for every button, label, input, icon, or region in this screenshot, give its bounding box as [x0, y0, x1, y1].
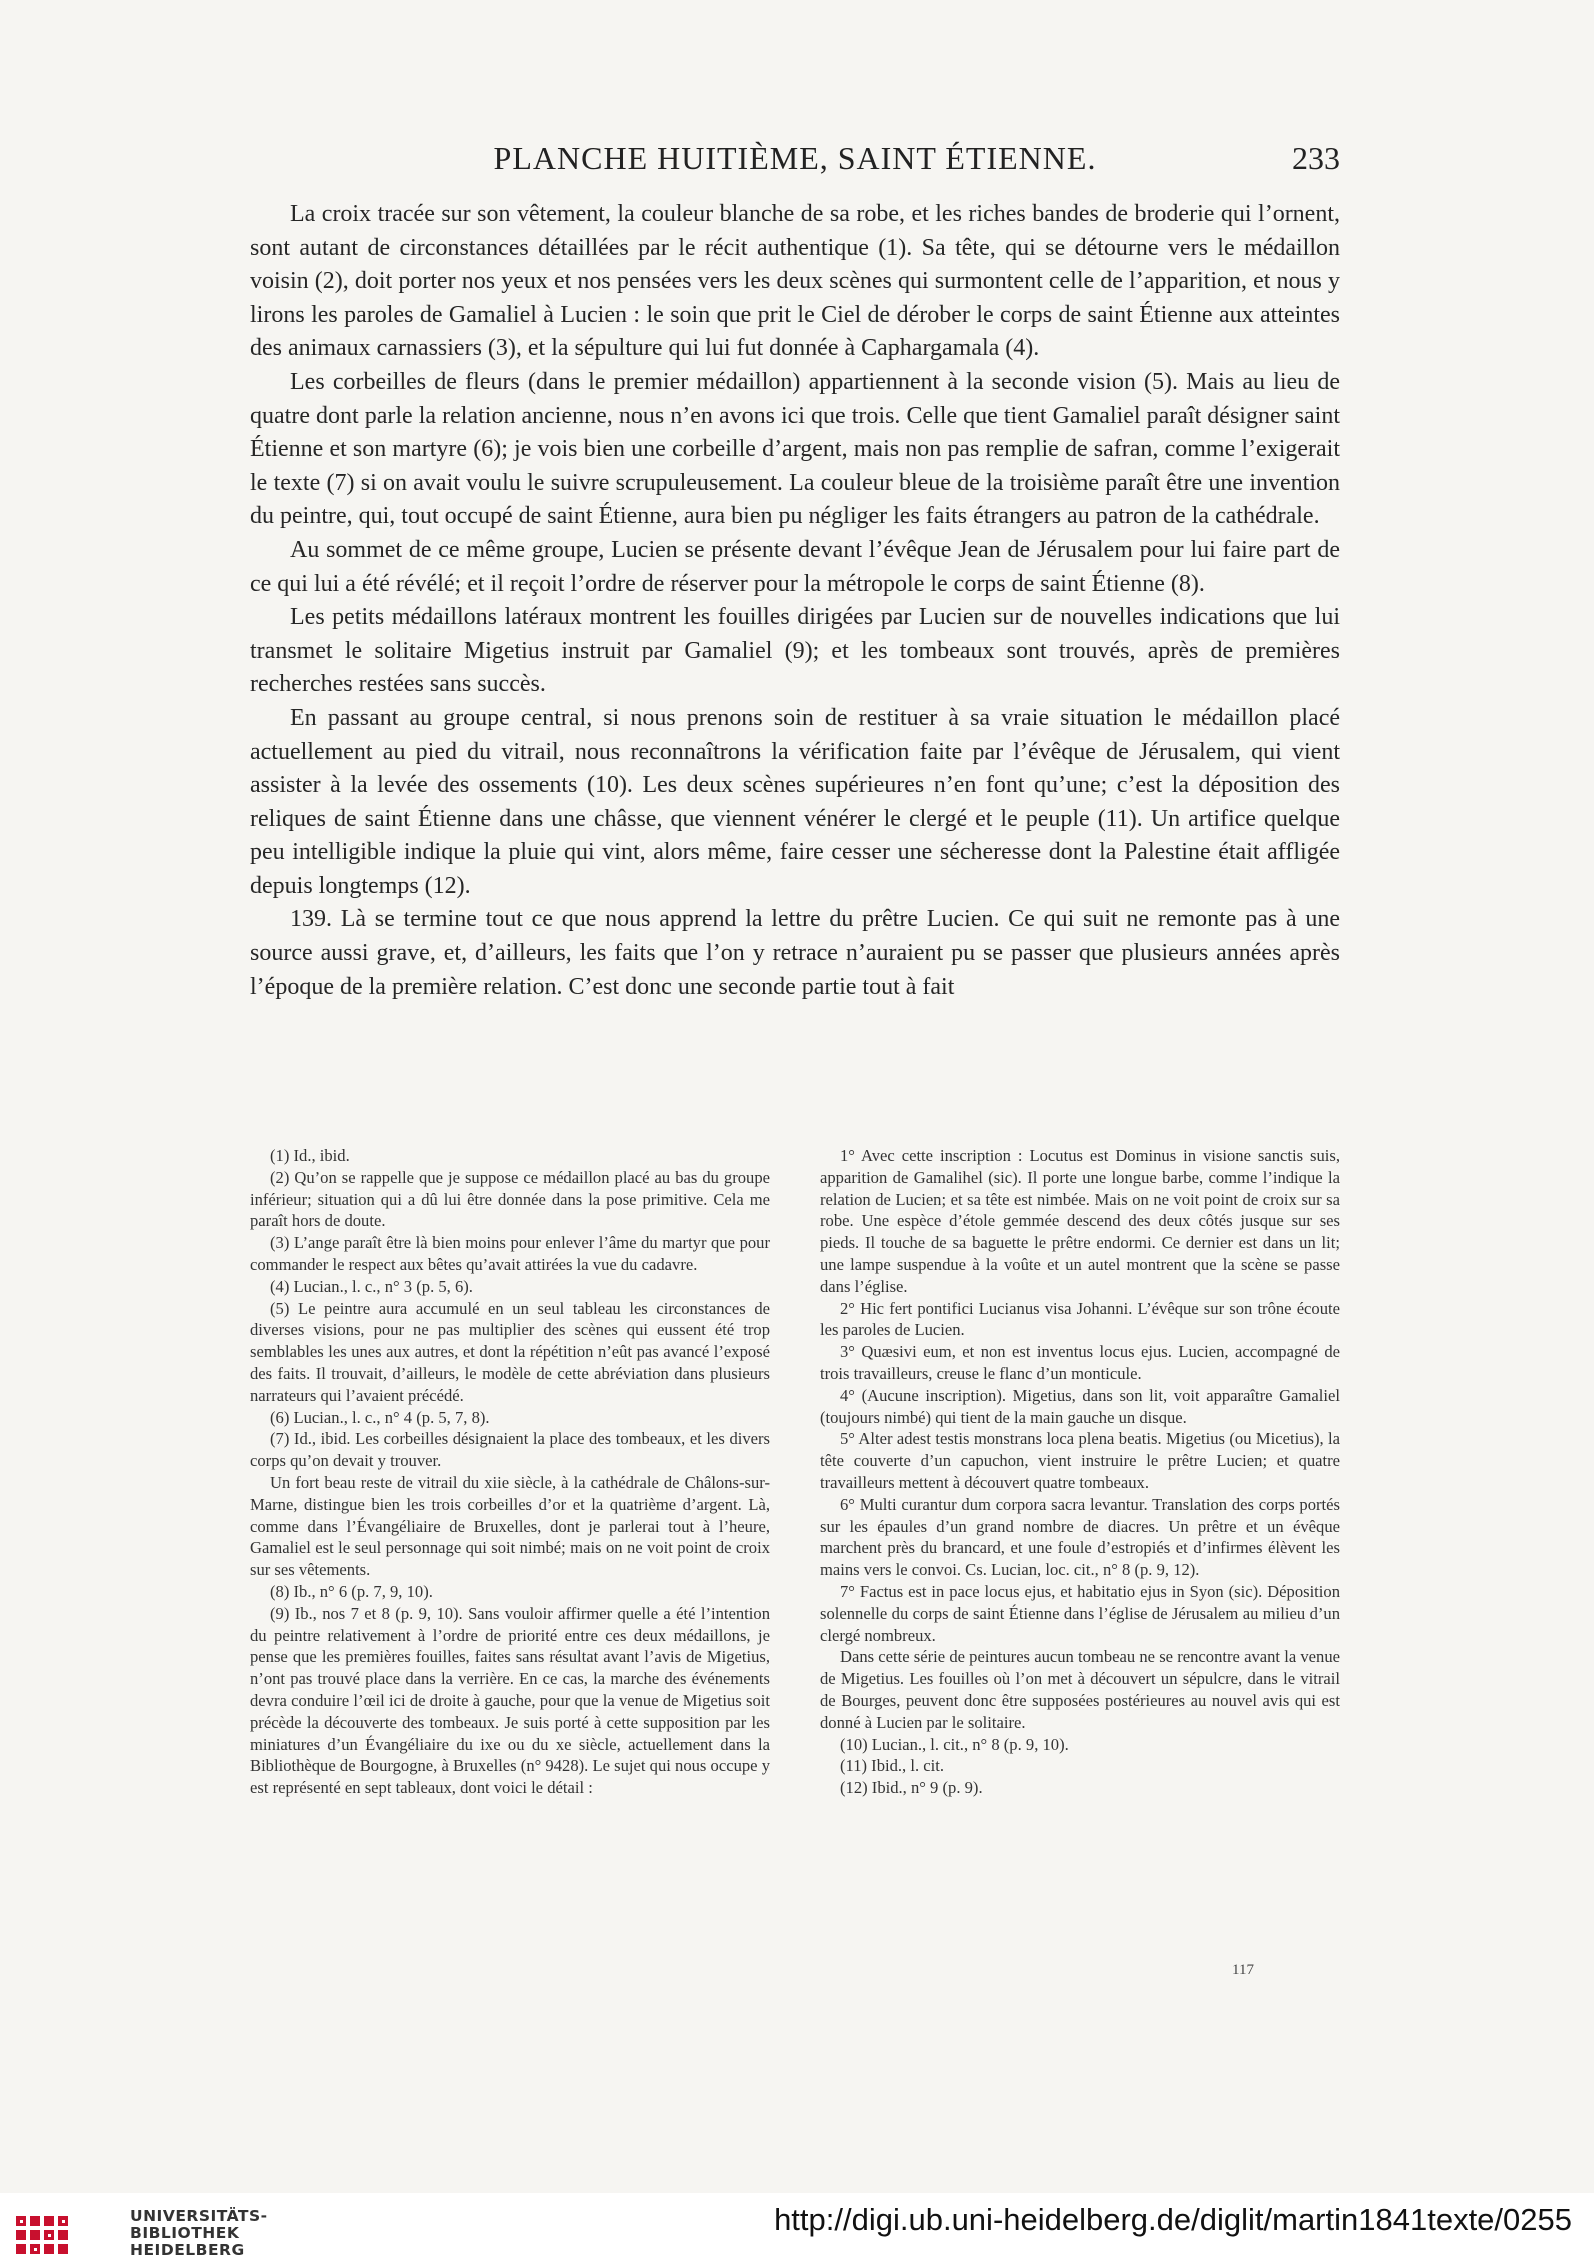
- paragraph: Les corbeilles de fleurs (dans le premier médaillon) appartiennent à la seconde vision (5). Mais au lieu de quatre dont parle la relation ancienne, nous n’en avons ici que trois. Celle que tient Gamaliel paraît désigner saint Étienne et son martyre (6); je vois bien une corbeille d’argent, mais non pas remplie de safran, comme l’exigerait le texte (7) si on avait voulu le suivre scrupuleusement. La couleur bleue de la troisième paraît être une invention du peintre, qui, tout occupé de saint Étienne, aura bien pu négliger les faits étrangers au patron de la cathédrale.: [250, 368, 1340, 530]
- footnote: (6) Lucian., l. c., n° 4 (p. 5, 7, 8).: [270, 1407, 490, 1427]
- footnote: Un fort beau reste de vitrail du xiie siècle, à la cathédrale de Châlons-sur-Marne, distingue bien les trois corbeilles d’or et la quatrième d’argent. Là, comme dans l’Évangéliaire de Bruxelles, dont je parlerai tout à l’heure, Gamaliel est le seul personnage qui soit nimbé; mais on ne voit point de croix sur ses vêtements.: [250, 1472, 770, 1580]
- footnote: 2° Hic fert pontifici Lucianus visa Johanni. L’évêque sur son trône écoute les paroles de Lucien.: [820, 1298, 1340, 1340]
- footnote: 6° Multi curantur dum corpora sacra levantur. Translation des corps portés sur les épaules d’un grand nombre de diacres. Un prêtre et un évêque marchent près du brancard, et une foule d’estropiés et d’infirmes élèvent les mains vers le convoi. Cs. Lucian, loc. cit., n° 8 (p. 9, 12).: [820, 1494, 1340, 1580]
- footnote: (4) Lucian., l. c., n° 3 (p. 5, 6).: [270, 1276, 473, 1296]
- running-header: [250, 140, 1340, 180]
- footnotes-right-column: [820, 1145, 1340, 1799]
- footnote: (1) Id., ibid.: [270, 1146, 350, 1165]
- footnote: (7) Id., ibid. Les corbeilles désignaient la place des tombeaux, et les divers corps qu’on devait y trouver.: [250, 1429, 770, 1471]
- page-number: 233: [1292, 140, 1340, 176]
- footnote: (2) Qu’on se rappelle que je suppose ce médaillon placé au bas du groupe inférieur; situation qui a dû lui être donnée dans la pose primitive. Cela me paraît hors de doute.: [250, 1167, 770, 1231]
- source-url[interactable]: http://digi.ub.uni-heidelberg.de/diglit/martin1841texte/0255: [774, 2202, 1572, 2237]
- paragraph: La croix tracée sur son vêtement, la couleur blanche de sa robe, et les riches bandes de broderie qui l’ornent, sont autant de circonstances détaillées par le récit authentique (1). Sa tête, qui se détourne vers le médaillon voisin (2), doit porter nos yeux et nos pensées vers les deux scènes qui surmontent celle de l’apparition, et nous y lirons les paroles de Gamaliel à Lucien : le soin que prit le Ciel de dérober le corps de saint Étienne aux atteintes des animaux carnassiers (3), et la sépulture qui lui fut donnée à Caphargamala (4).: [250, 201, 1340, 362]
- paragraph: Au sommet de ce même groupe, Lucien se présente devant l’évêque Jean de Jérusalem pour lui faire part de ce qui lui a été révélé; et il reçoit l’ordre de réserver pour la métropole le corps de saint Étienne (8).: [250, 536, 1340, 597]
- footnote: 7° Factus est in pace locus ejus, et habitatio ejus in Syon (sic). Déposition solennelle du corps de saint Étienne dans l’église de Jérusalem au milieu d’un clergé nombreux.: [820, 1581, 1340, 1645]
- paragraph: 139. Là se termine tout ce que nous apprend la lettre du prêtre Lucien. Ce qui suit ne remonte pas à une source aussi grave, et, d’ailleurs, les faits que l’on y retrace n’auraient pu se passer que plusieurs années après l’époque de la première relation. C’est donc une seconde partie tout à fait: [250, 906, 1340, 1000]
- library-name-line: HEIDELBERG: [130, 2241, 245, 2259]
- footnote: Dans cette série de peintures aucun tombeau ne se rencontre avant la venue de Migetius. Les fouilles où l’on met à découvert un sépulcre, dans le vitrail de Bourges, peuvent donc être supposées postérieures au nouvel avis qui est donné à Lucien par le solitaire.: [820, 1647, 1340, 1732]
- footnote: (10) Lucian., l. cit., n° 8 (p. 9, 10).: [840, 1734, 1069, 1754]
- paragraph: En passant au groupe central, si nous prenons soin de restituer à sa vraie situation le médaillon placé actuellement au pied du vitrail, nous reconnaîtrons la vérification faite par l’évêque de Jérusalem, qui vient assister à la levée des ossements (10). Les deux scènes supérieures n’en font qu’une; c’est la déposition des reliques de saint Étienne dans une châsse, que viennent vénérer le clergé et le peuple (11). Un artifice quelque peu intelligible indique la pluie qui vint, alors même, faire cesser une sécheresse dont la Palestine était affligée depuis longtemps (12).: [250, 704, 1340, 899]
- library-logo-icon: [8, 2206, 118, 2262]
- running-title: PLANCHE HUITIÈME, SAINT ÉTIENNE.: [493, 140, 1097, 176]
- paragraph: Les petits médaillons latéraux montrent les fouilles dirigées par Lucien sur de nouvelles indications que lui transmet le solitaire Migetius instruit par Gamaliel (9); et les tombeaux sont trouvés, après de premières recherches restées sans succès.: [250, 604, 1340, 698]
- footnote: 1° Avec cette inscription : Locutus est Dominus in visione sanctis suis, apparition de Gamalihel (sic). Il porte une longue barbe, comme l’indique la relation de Lucien; et sa tête est nimbée. Mais on ne voit point de croix sur sa robe. Une espèce d’étole gemmée descend des deux côtés jusque sur ses pieds. Il touche de sa baguette le prêtre endormi. Ce dernier est dans un lit; une lampe suspendue à la voûte et un autel montrent que la scène se passe dans l’église.: [820, 1146, 1340, 1296]
- main-text: [250, 198, 1340, 1004]
- library-name-line: UNIVERSITÄTS-: [130, 2207, 268, 2225]
- footnote: (3) L’ange paraît être là bien moins pour enlever l’âme du martyr que pour commander le respect aux bêtes qu’avait attirées la vue du cadavre.: [250, 1233, 770, 1274]
- footnote: 5° Alter adest testis monstrans loca plena beatis. Migetius (ou Micetius), la tête couverte d’un capuchon, vient instruire le prêtre Lucien; et quatre travailleurs mettent à découvert quatre tombeaux.: [820, 1429, 1340, 1492]
- library-name: [130, 2208, 268, 2259]
- footnote: 3° Quæsivi eum, et non est inventus locus ejus. Lucien, accompagné de trois travailleurs, creuse le flanc d’un monticule.: [820, 1342, 1340, 1383]
- footnote: (9) Ib., nos 7 et 8 (p. 9, 10). Sans vouloir affirmer quelle a été l’intention du peintre relativement à l’ordre de priorité entre ces deux médaillons, je pense que les premières fouilles, faites sans résultat avant l’avis de Migetius, n’ont pas trouvé place dans la verrière. En ce cas, la marche des événements devra conduire l’œil ici de droite à gauche, pour que la venue de Migetius soit précède la découverte des tombeaux. Je suis porté à cette supposition par les miniatures d’un Évangéliaire du ixe ou du xe siècle, actuellement dans la Bibliothèque de Bourgogne, à Bruxelles (n° 9428). Le sujet qui nous occupe y est représenté en sept tableaux, dont voici le détail :: [250, 1603, 770, 1798]
- footnote: (12) Ibid., n° 9 (p. 9).: [840, 1778, 983, 1798]
- footnotes-left-column: [250, 1145, 770, 1799]
- footnote: 4° (Aucune inscription). Migetius, dans son lit, voit apparaître Gamaliel (toujours nimbé) qui tient de la main gauche un disque.: [820, 1385, 1340, 1427]
- signature-number: 117: [1232, 1962, 1254, 1978]
- library-name-line: BIBLIOTHEK: [130, 2224, 240, 2242]
- footnote: (8) Ib., n° 6 (p. 7, 9, 10).: [270, 1581, 433, 1601]
- footnote: (5) Le peintre aura accumulé en un seul tableau les circonstances de diverses visions, pour ne pas multiplier des scènes qui eussent été trop semblables les unes aux autres, et dont la répétition n’eût pas avancé l’exposé des faits. Il trouvait, d’ailleurs, le modèle de cette abréviation dans plusieurs narrateurs qui l’avaient précédé.: [250, 1298, 770, 1405]
- footnote: (11) Ibid., l. cit.: [840, 1756, 944, 1776]
- footnotes: [250, 1145, 1340, 1799]
